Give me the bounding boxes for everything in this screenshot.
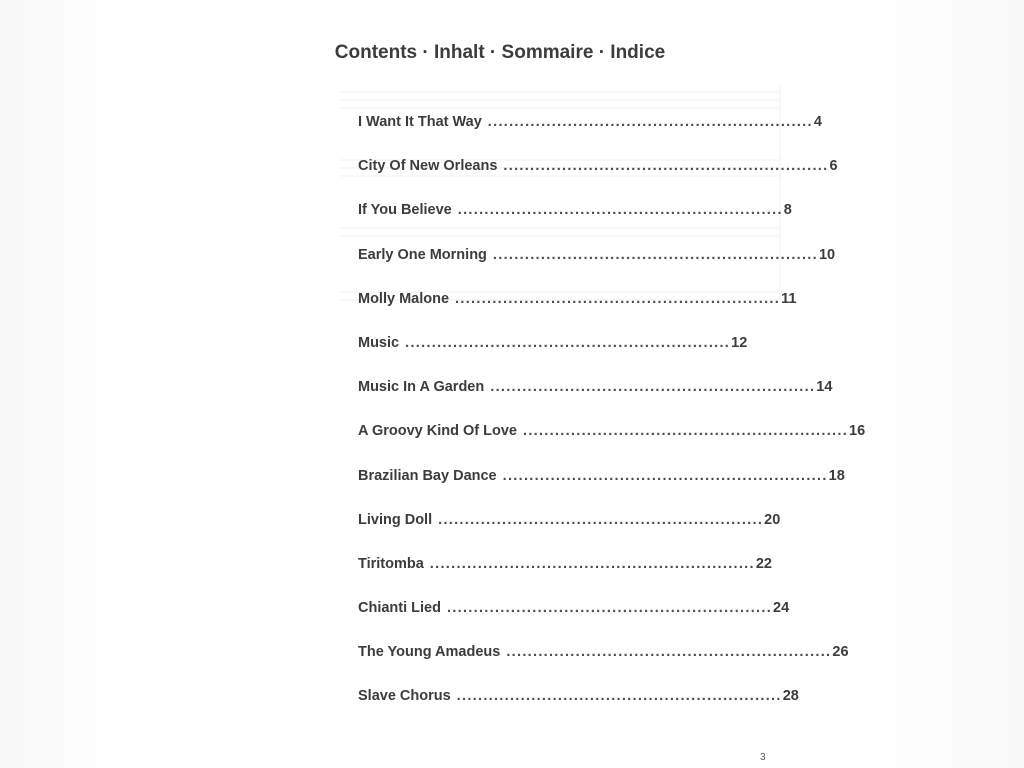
toc-entry <box>358 423 866 467</box>
toc-entry-page: 4 <box>813 114 822 130</box>
toc-entry-title: A Groovy Kind Of Love <box>358 423 517 440</box>
toc-entry-page: 6 <box>829 158 838 175</box>
dot-leader: ............................................................. <box>446 600 773 617</box>
dot-leader: ............................................................. <box>455 290 781 307</box>
toc-entry <box>358 334 748 379</box>
toc-entry-page: 18 <box>828 467 845 484</box>
contents-heading: Contents · Inhalt · Sommaire · Indice <box>334 42 666 63</box>
dot-leader: ............................................................. <box>522 423 849 440</box>
toc-entry <box>358 600 790 644</box>
toc-entry-page: 11 <box>781 290 797 307</box>
toc-entry <box>358 555 772 600</box>
dot-leader: ............................................................. <box>506 644 832 661</box>
toc-entry-title: Chianti Lied <box>358 600 441 617</box>
toc-entry-page: 20 <box>764 511 781 528</box>
dot-leader: ............................................................. <box>405 334 731 351</box>
toc-entry-page: 26 <box>832 644 849 661</box>
dot-leader: ............................................................. <box>492 246 818 263</box>
toc-entry-title: City Of New Orleans <box>358 158 498 175</box>
dot-leader: ............................................................. <box>457 202 783 219</box>
toc-entry-page: 12 <box>731 334 748 351</box>
toc-entry-title: Early One Morning <box>358 246 487 263</box>
toc-entry-page: 24 <box>773 600 790 617</box>
toc-entry-title: Music <box>358 334 400 351</box>
dot-leader: ............................................................. <box>487 114 813 130</box>
toc-entry <box>358 158 838 202</box>
toc-entry-title: Molly Malone <box>358 290 450 307</box>
toc-entry-title: Tiritomba <box>358 555 424 572</box>
toc-entry-title: If You Believe <box>358 202 452 219</box>
toc-entry-page: 16 <box>849 423 866 440</box>
dot-leader: ............................................................. <box>503 158 829 175</box>
toc-entry-title: Living Doll <box>358 511 433 528</box>
page-number: 3 <box>760 752 766 763</box>
toc-entry-title: I Want It That Way <box>358 114 482 130</box>
dot-leader: ............................................................. <box>490 379 816 396</box>
dot-leader: ............................................................. <box>438 511 764 528</box>
toc-entry <box>358 290 797 335</box>
dot-leader: ............................................................. <box>429 555 755 572</box>
dot-leader: ............................................................. <box>456 688 782 705</box>
toc-entry <box>358 511 781 556</box>
toc-entry-title: Music In A Garden <box>358 379 485 396</box>
toc-entry-page: 8 <box>783 202 792 219</box>
toc-entry <box>358 688 799 732</box>
toc-entry-title: Brazilian Bay Dance <box>358 467 497 484</box>
toc-entry-page: 28 <box>782 688 799 705</box>
toc-entry <box>358 202 792 246</box>
toc-entry-title: The Young Amadeus <box>358 644 501 661</box>
toc-entry-page: 22 <box>755 555 772 572</box>
toc-entry <box>358 467 845 512</box>
dot-leader: ............................................................. <box>502 467 828 484</box>
toc-entry <box>358 644 849 688</box>
toc-entry-title: Slave Chorus <box>358 688 451 705</box>
toc-entry <box>358 379 833 423</box>
toc-entry-page: 14 <box>816 379 833 396</box>
toc-entry-page: 10 <box>818 246 836 263</box>
toc-entry <box>358 246 836 291</box>
toc-entry <box>358 114 822 158</box>
table-of-contents <box>358 114 866 733</box>
